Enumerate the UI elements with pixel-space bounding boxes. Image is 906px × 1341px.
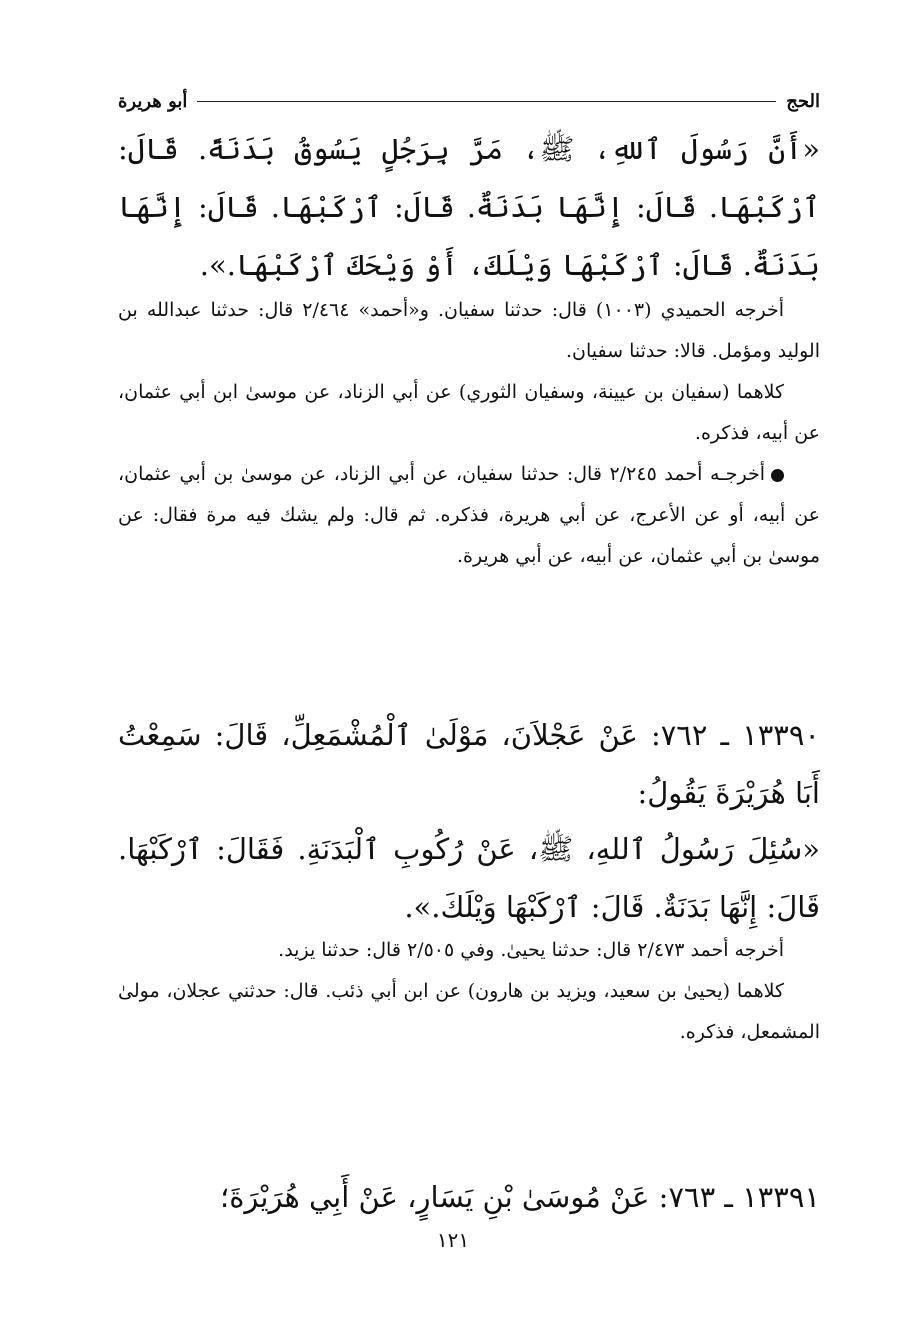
takhrij-paragraph-bullet	[118, 454, 820, 577]
header-narrator: أبو هريرة	[118, 90, 188, 112]
takhrij-paragraph: كلاهما (سفيان بن عيينة، وسفيان الثوري) عن أبي الزناد، عن موسىٰ ابن أبي عثمان، عن أبيه، فذكره.	[118, 381, 820, 444]
hadith-entry-13390	[118, 706, 820, 822]
hadith-number: ١٣٣٩١ ـ ٧٦٣:	[658, 1180, 820, 1214]
takhrij-paragraph: أخرجه الحميدي (١٠٠٣) قال: حدثنا سفيان. و«أحمد» ٢/٤٦٤ قال: حدثنا عبدالله بن الوليد ومؤمل. قالا: حدثنا سفيان.	[118, 299, 820, 362]
running-header	[118, 86, 820, 116]
takhrij-paragraph: أخرجه أحمد ٢/٤٧٣ قال: حدثنا يحيىٰ. وفي ٢/٥٠٥ قال: حدثنا يزيد.	[278, 939, 784, 961]
hadith-text-1: «أَنَّ رَسُولَ ٱللهِ، ﷺ، مَرَّ بِرَجُلٍ يَسُوقُ بَدَنَةً. قَالَ: ٱرْكَبْهَا. قَالَ: إِنَّهَا بَدَنَةٌ. قَالَ: ٱرْكَبْهَا. قَالَ: إِنَّهَا بَدَنَةٌ. قَالَ: ٱرْكَبْهَا وَيْلَكَ، أَوْ وَيْحَكَ ٱرْكَبْهَا.».	[118, 132, 820, 282]
hadith-isnad: عَنْ عَجْلاَنَ، مَوْلَىٰ ٱلْمُشْمَعِلِّ، قَالَ: سَمِعْتُ أَبَا هُرَيْرَةَ يَقُولُ:	[118, 718, 820, 810]
page-number: ١٢١	[436, 1228, 470, 1252]
hadith-number: ١٣٣٩٠ ـ ٧٦٢:	[650, 718, 821, 752]
hadith-entry-13391	[118, 1168, 820, 1226]
bullet-icon	[771, 469, 784, 482]
header-rule	[197, 101, 776, 102]
takhrij-paragraph: كلاهما (يحيىٰ بن سعيد، ويزيد بن هارون) عن ابن أبي ذئب. قال: حدثني عجلان، مولىٰ المشمعل، فذكره.	[118, 980, 820, 1043]
header-chapter: الحج	[786, 90, 820, 112]
takhrij-1	[118, 290, 820, 577]
hadith-text-2: «سُئِلَ رَسُولُ ٱللهِ، ﷺ، عَنْ رُكُوبِ ٱلْبَدَنَةِ. فَقَالَ: ٱرْكَبْهَا. قَالَ: إِنَّهَا بَدَنَةٌ. قَالَ: ٱرْكَبْهَا وَيْلَكَ.».	[118, 832, 820, 924]
takhrij-2	[118, 930, 820, 1053]
takhrij-bullet-text: أخرجـه أحمد ٢/٢٤٥ قال: حدثنا سفيان، عن أبي الزناد، عن موسىٰ بن أبي عثمان، عن أبيه، أو عن الأعرج، عن أبي هريرة، فذكره. ثم قال: ولم يشك فيه مرة فقال: عن موسىٰ بن أبي عثمان، عن أبيه، عن أبي هريرة.	[118, 463, 820, 567]
hadith-isnad: عَنْ مُوسَىٰ بْنِ يَسَارٍ، عَنْ أَبِي هُرَيْرَةَ؛	[220, 1180, 650, 1214]
